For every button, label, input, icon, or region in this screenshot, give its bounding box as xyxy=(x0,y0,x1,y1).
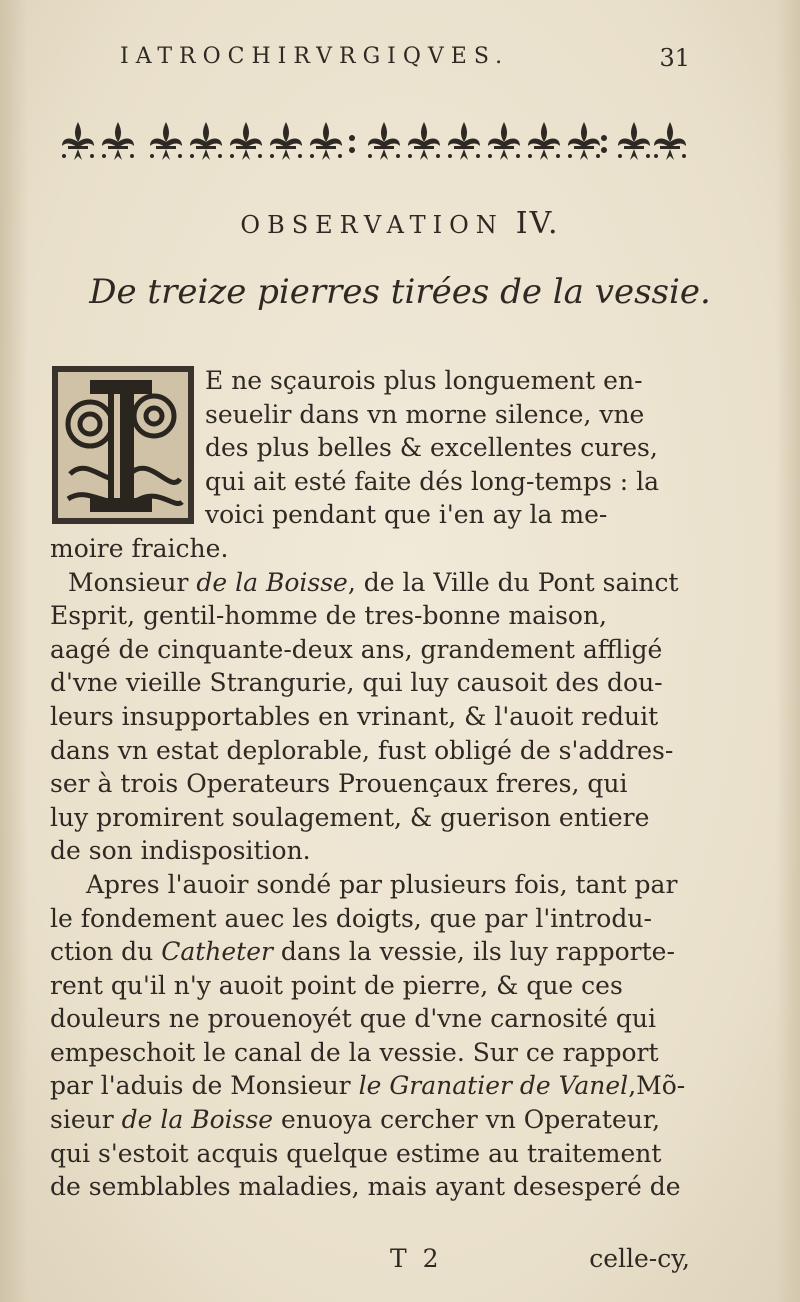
text-line: le fondement auec les doigts, que par l'introdu- xyxy=(50,903,652,933)
text-line: seuelir dans vn morne silence, vne xyxy=(205,399,645,429)
text-line: de son indisposition. xyxy=(50,836,311,866)
text-line: voici pendant que i'en ay la me- xyxy=(205,500,608,530)
text-line: sieur de la Boisse enuoya cercher vn Operateur, xyxy=(50,1105,661,1135)
body-text xyxy=(50,364,715,1204)
text-line: rent qu'il n'y auoit point de pierre, & que ces xyxy=(50,970,623,1000)
running-head-title: IATROCHIRVRGIQVES. xyxy=(120,44,510,69)
page-edge-shadow-right xyxy=(776,0,800,1302)
text-line: luy promirent soulagement, & guerison entiere xyxy=(50,802,650,832)
text-line: de semblables maladies, mais ayant desesperé de xyxy=(50,1172,681,1202)
text-line: qui ait esté faite dés long-temps : la xyxy=(205,466,660,496)
text-line: dans vn estat deplorable, fust obligé de s'addres- xyxy=(50,735,674,765)
observation-heading xyxy=(0,206,800,241)
catchword: celle-cy, xyxy=(589,1244,690,1273)
text-line: des plus belles & excellentes cures, xyxy=(205,433,658,463)
running-head xyxy=(120,44,690,84)
text-line: moire fraiche. xyxy=(50,533,229,563)
page-number: 31 xyxy=(659,44,690,72)
observation-label: OBSERVATION xyxy=(240,211,504,239)
page-footer xyxy=(390,1244,690,1278)
text-line: d'vne vieille Strangurie, qui luy causoit des dou- xyxy=(50,668,663,698)
text-line: Esprit, gentil-homme de tres-bonne maison, xyxy=(50,601,608,631)
signature-mark: T 2 xyxy=(390,1244,439,1273)
text-line: Apres l'auoir sondé par plusieurs fois, tant par xyxy=(86,869,678,899)
text-line: douleurs ne prouenoyét que d'vne carnosité qui xyxy=(50,1004,656,1034)
observation-subtitle: De treize pierres tirées de la vessie. xyxy=(89,272,711,312)
text-line: par l'aduis de Monsieur le Granatier de Vanel ,Mõ- xyxy=(50,1071,686,1101)
text-line: ction du Catheter dans la vessie, ils luy rapporte- xyxy=(50,937,675,967)
text-line: qui s'estoit acquis quelque estime au traitement xyxy=(50,1138,662,1168)
page-edge-shadow-left xyxy=(0,0,28,1302)
text-line: Monsieur de la Boisse , de la Ville du Pont sainct xyxy=(68,567,679,597)
fleuron-border-ornament xyxy=(56,118,686,166)
text-line: ser à trois Operateurs Prouençaux freres, qui xyxy=(50,769,628,799)
text-line: E ne sçaurois plus longuement en- xyxy=(205,366,643,395)
text-line: empeschoit le canal de la vessie. Sur ce rapport xyxy=(50,1037,659,1067)
text-line: aagé de cinquante-deux ans, grandement affligé xyxy=(50,634,663,664)
observation-number: IV. xyxy=(515,206,560,241)
text-line: leurs insupportables en vrinant, & l'auoit reduit xyxy=(50,701,659,731)
